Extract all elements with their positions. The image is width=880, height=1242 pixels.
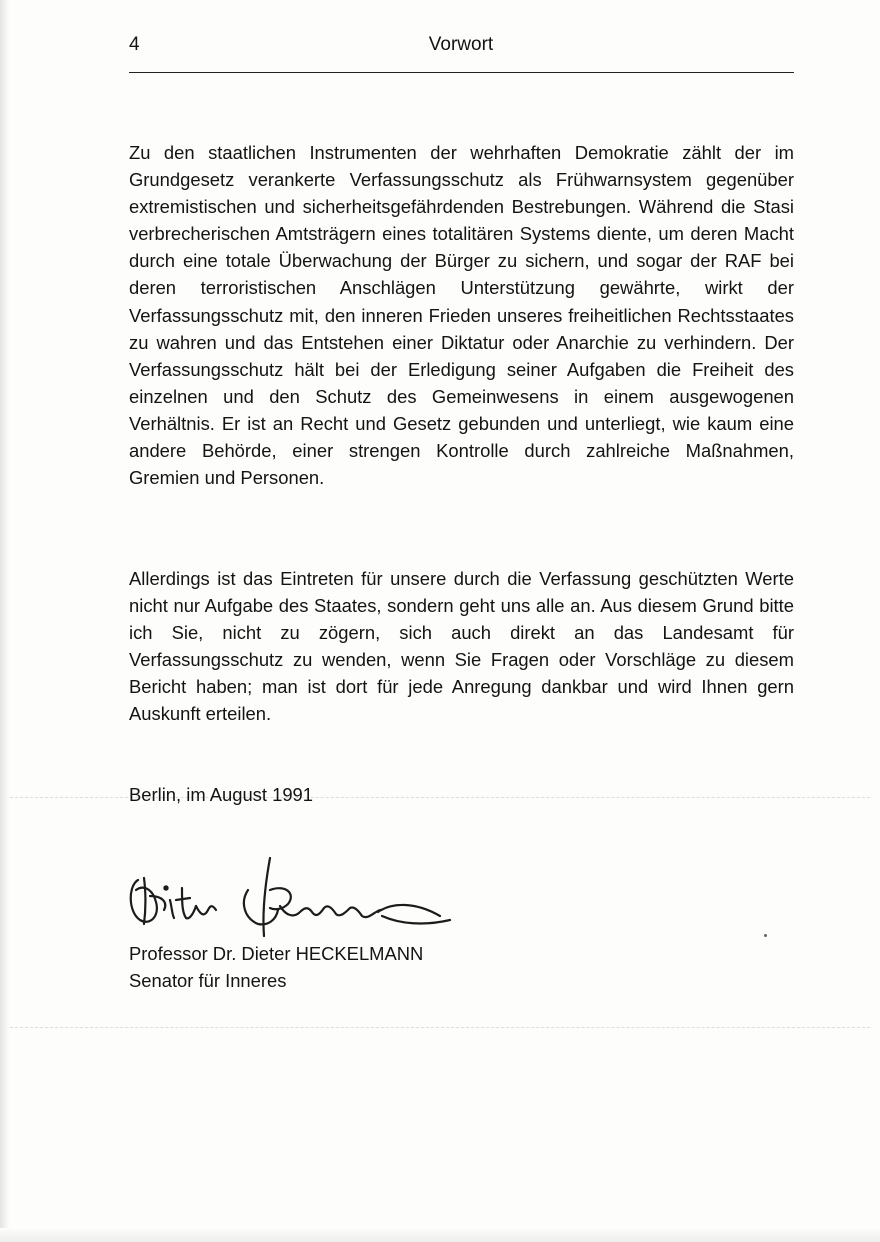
signer-title: Senator für Inneres: [129, 970, 287, 991]
scan-artifact-line: [10, 1027, 870, 1028]
handwritten-signature: [120, 850, 460, 940]
place-date: Berlin, im August 1991: [129, 784, 314, 805]
body-paragraph-1: Zu den staatlichen Instrumenten der wehrhaften Demokratie zählt der im Grundgesetz verankerte Verfassungsschutz als Frühwarnsystem gegenüber extremistischen und sicherheitsgefährdenden Bestrebungen. Während die Stasi verbrecherischen Amtsträgern eines totalitären Systems diente, um deren Macht durch eine totale Überwachung der Bürger zu sichern, und sogar der RAF bei deren terroristischen Anschlägen Unterstützung gewährte, wirkt der Verfassungsschutz mit, den inneren Frieden unseres freiheitlichen Rechtsstaates zu wahren und das Entstehen einer Diktatur oder Anarchie zu verhindern. Der Verfassungsschutz hält bei der Erledigung seiner Aufgaben die Freiheit des einzelnen und den Schutz des Gemeinwesens in einem ausgewogenen Verhältnis. Er ist an Recht und Gesetz gebunden und unterliegt, wie kaum eine andere Behörde, einer strengen Kontrolle durch zahlreiche Maßnahmen, Gremien und Personen.: [129, 142, 794, 489]
signer-name: Professor Dr. Dieter HECKELMANN: [129, 943, 424, 964]
running-head-title: Vorwort: [428, 34, 494, 55]
body-paragraph-2: Allerdings ist das Eintreten für unsere durch die Verfassung geschützten Werte nicht nur Aufgabe des Staates, sondern geht uns alle an. Aus diesem Grund bitte ich Sie, nicht zu zögern, sich auch direkt an das Landesamt für Verfassungsschutz zu wenden, wenn Sie Fragen oder Vorschläge zu diesem Bericht haben; man ist dort für jede Anregung dankbar und wird Ihnen gern Auskunft erteilen.: [129, 568, 794, 725]
page-number: 4: [129, 34, 140, 55]
header-rule: [129, 72, 794, 73]
scan-speck: [764, 934, 767, 937]
scan-bottom-edge: [0, 1228, 880, 1242]
scan-binding-edge: [0, 0, 10, 1242]
